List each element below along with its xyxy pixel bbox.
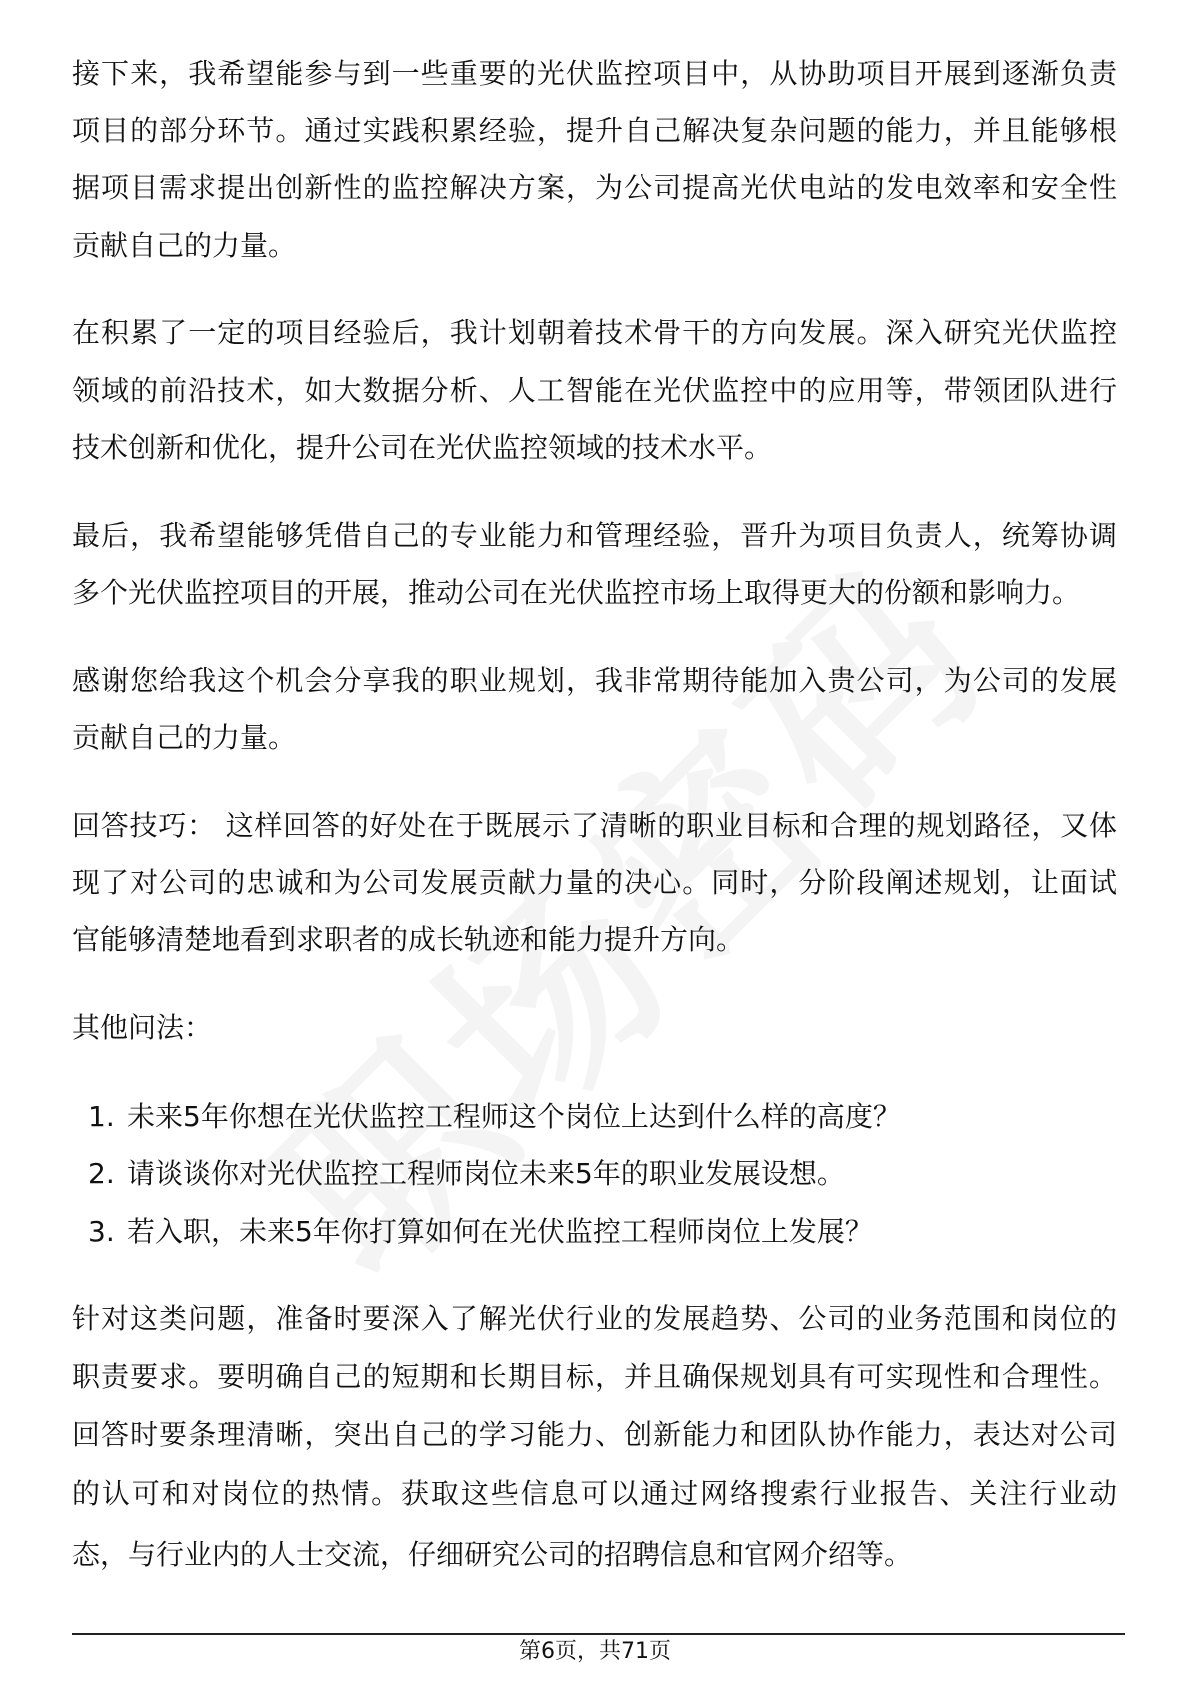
paragraph-line: 技术创新和优化，提升公司在光伏监控领域的技术水平。 <box>72 431 773 464</box>
watermark <box>202 493 1038 1329</box>
list-item-number: 2. <box>88 1157 115 1190</box>
paragraph-line: 现了对公司的忠诚和为公司发展贡献力量的决心。同时，分阶段阐述规划，让面试 <box>72 866 1117 899</box>
paragraph-line: 其他问法： <box>72 1011 213 1044</box>
paragraph-line: 贡献自己的力量。 <box>72 721 297 754</box>
closing-line: 回答时要条理清晰，突出自己的学习能力、创新能力和团队协作能力，表达对公司 <box>72 1418 1117 1451</box>
paragraph-line: 官能够清楚地看到求职者的成长轨迹和能力提升方向。 <box>72 923 745 956</box>
paragraph-line: 回答技巧： 这样回答的好处在于既展示了清晰的职业目标和合理的规划路径，又体 <box>72 809 1117 842</box>
paragraph-line: 感谢您给我这个机会分享我的职业规划，我非常期待能加入贵公司，为公司的发展 <box>72 664 1117 697</box>
paragraph-line: 在积累了一定的项目经验后，我计划朝着技术骨干的方向发展。深入研究光伏监控 <box>72 316 1117 349</box>
paragraph-line: 据项目需求提出创新性的监控解决方案，为公司提高光伏电站的发电效率和安全性 <box>72 171 1117 204</box>
list-item-number: 1. <box>88 1100 115 1133</box>
paragraph-line: 最后，我希望能够凭借自己的专业能力和管理经验，晋升为项目负责人，统筹协调 <box>72 519 1117 552</box>
closing-line: 态，与行业内的人士交流，仔细研究公司的招聘信息和官网介绍等。 <box>72 1538 913 1571</box>
paragraph-line: 贡献自己的力量。 <box>72 229 297 262</box>
list-item-text: 未来5年你想在光伏监控工程师这个岗位上达到什么样的高度？ <box>127 1100 901 1133</box>
paragraph-line: 接下来，我希望能参与到一些重要的光伏监控项目中，从协助项目开展到逐渐负责 <box>72 57 1117 90</box>
footer-divider <box>72 1633 1125 1635</box>
paragraph-line: 领域的前沿技术，如大数据分析、人工智能在光伏监控中的应用等，带领团队进行 <box>72 374 1117 407</box>
list-item-text: 请谈谈你对光伏监控工程师岗位未来5年的职业发展设想。 <box>127 1157 845 1190</box>
list-item-number: 3. <box>88 1215 115 1248</box>
closing-line: 的认可和对岗位的热情。获取这些信息可以通过网络搜索行业报告、关注行业动 <box>72 1477 1117 1510</box>
list-item-text: 若入职，未来5年你打算如何在光伏监控工程师岗位上发展？ <box>127 1215 873 1248</box>
paragraph-line: 项目的部分环节。通过实践积累经验，提升自己解决复杂问题的能力，并且能够根 <box>72 114 1117 147</box>
page-number: 第6页，共71页 <box>519 1639 671 1664</box>
closing-line: 针对这类问题，准备时要深入了解光伏行业的发展趋势、公司的业务范围和岗位的 <box>72 1302 1117 1335</box>
paragraph-line: 多个光伏监控项目的开展，推动公司在光伏监控市场上取得更大的份额和影响力。 <box>72 576 1081 609</box>
closing-line: 职责要求。要明确自己的短期和长期目标，并且确保规划具有可实现性和合理性。 <box>72 1360 1117 1393</box>
